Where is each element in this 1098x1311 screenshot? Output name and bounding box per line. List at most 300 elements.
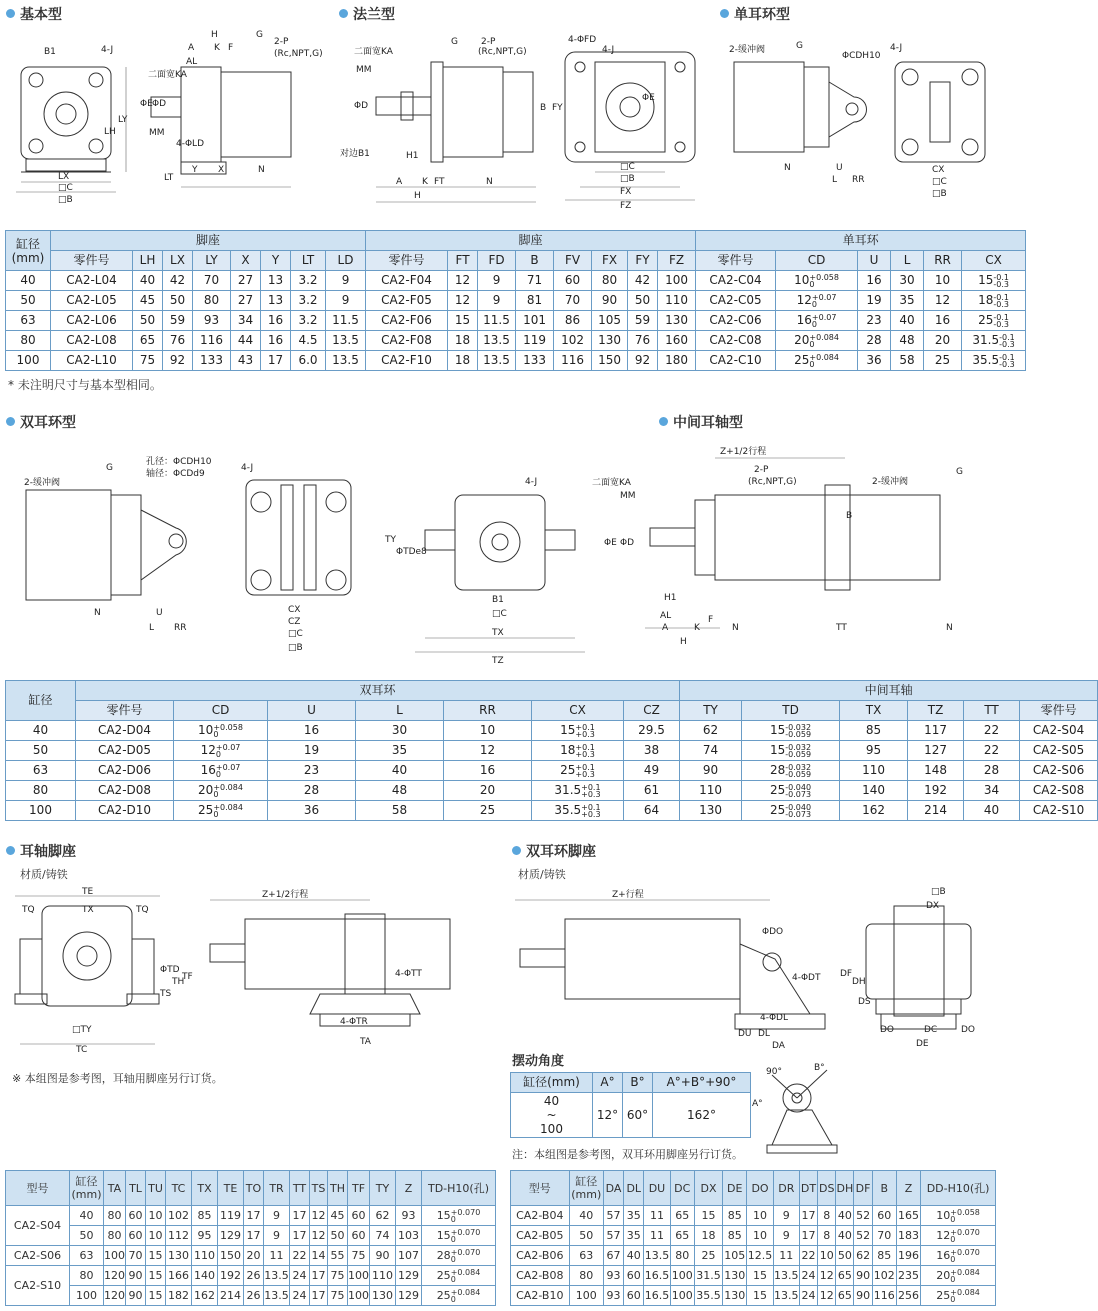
table-cell: 256 [896,1286,920,1306]
cx-cell [962,351,1026,371]
col-header: TY [370,1171,396,1206]
table-cell: 90 [126,1286,146,1306]
table-cell: 148 [908,761,964,781]
table-cell: 150 [592,351,628,371]
table-cell: 85 [723,1226,747,1246]
tolerance-lower: +0.3 [575,769,595,779]
bore-cell: 63 [6,761,76,781]
table-cell: 16.5 [644,1266,670,1286]
group-header-single: 单耳环 [696,231,1026,251]
dim-label: RR [852,175,865,185]
table-row [511,1246,996,1266]
table-cell: 13.5 [264,1266,290,1286]
table-cell: 93 [396,1206,422,1226]
nominal-value: 25 [770,803,786,817]
dim-label: □TY [72,1025,92,1035]
col-header: TE [218,1171,244,1206]
table-cell: 13.5 [773,1286,799,1306]
table-cell: 214 [908,801,964,821]
table-cell: 13.5 [478,331,516,351]
dim-label: B [540,103,547,113]
cx-cell [532,741,624,761]
table-cell: 34 [231,311,261,331]
dim-label: TQ [22,905,35,915]
table-cell: 165 [896,1206,920,1226]
tolerance-upper: -0.040 [785,802,812,812]
table-row [6,721,1098,741]
table-cell: CA2-F05 [366,291,448,311]
tolerance-upper: +0.084 [809,332,839,342]
dim-label: 4-J [101,45,114,55]
table-cell: 12 [448,291,478,311]
table-cell: 105 [723,1246,747,1266]
tolerance [451,1289,481,1303]
model-cell: CA2-B08 [511,1266,570,1286]
col-header: LD [326,251,366,271]
col-header: RR [924,251,962,271]
col-header: DU [644,1171,670,1206]
table-row [6,1226,496,1246]
dim-label: TY [385,535,396,545]
table-cell: 45 [133,291,163,311]
table-cell: 60 [348,1226,370,1246]
tolerance [785,764,811,778]
bullet-icon [512,846,521,855]
table-cell: 90 [854,1286,872,1306]
tolerance-lower: 0 [213,809,219,819]
table-cell: 11 [644,1206,670,1226]
dim-label: AL [660,611,672,621]
col-header: TD [742,701,840,721]
table-cell: 76 [628,331,658,351]
td-cell [422,1206,496,1226]
dim-label: 4-J [241,463,254,473]
bore-cell: 100 [6,801,76,821]
dim-label: ΦE [140,99,153,109]
tolerance [216,744,241,758]
table-cell: 52 [854,1206,872,1226]
section-title-basic [6,4,62,24]
table-cell: 9 [264,1226,290,1246]
table-cell: 107 [396,1246,422,1266]
table-cell: 64 [624,801,680,821]
tolerance-upper: +0.084 [809,352,839,362]
bore-cell: 40 [569,1206,603,1226]
table-cell: 9 [773,1206,799,1226]
dim-label: LY [118,115,128,125]
dim-label: G [106,463,113,473]
table-cell: 23 [268,761,356,781]
table-cell: 35.5 [694,1286,722,1306]
tolerance-upper: +0.1 [581,802,601,812]
table-cell: 12 [444,741,532,761]
table-cell: CA2-L04 [51,271,133,291]
drawing-swing [752,1060,852,1160]
tolerance [812,294,837,308]
dim-label: TF [182,972,193,982]
col-header: LX [163,251,193,271]
nominal-value: 16 [936,1249,951,1262]
drawing-trunnion-front [380,470,600,665]
bore-cell: 40 [6,271,51,291]
table-cell: 80 [592,271,628,291]
nominal-value: 25 [436,1269,451,1282]
table-row [6,331,1026,351]
table-cell: 196 [896,1246,920,1266]
dim-label: 2-P [481,37,496,47]
table-cell: 35 [624,1226,644,1246]
tolerance-lower: -0.3 [999,359,1015,369]
table-cell: 100 [104,1246,126,1266]
group-header-foot: 脚座 [51,231,366,251]
tolerance-upper: +0.084 [450,1268,481,1277]
dim-label: 2-P [274,37,289,47]
table-cell: 35 [356,741,444,761]
dim-label: 4-J [890,43,903,53]
table-cell: 65 [836,1286,854,1306]
table-cell: 40 [133,271,163,291]
table-cell: 60 [872,1206,896,1226]
tolerance-lower: -0.3 [993,319,1010,329]
table-cell: 48 [356,781,444,801]
model-cell: CA2-B06 [511,1246,570,1266]
section-title-text: 双耳环脚座 [526,844,596,860]
dim-label: FY [552,103,563,113]
td-cell [742,741,840,761]
table-row [511,1206,996,1226]
section-title-double-clevis [6,412,76,432]
table-cell: 40 [891,311,924,331]
tolerance-lower: 0 [950,1235,956,1244]
bore-cell: 80 [70,1266,104,1286]
bore-cell: 50 [569,1226,603,1246]
tolerance-lower: 0 [950,1215,956,1224]
tolerance-upper: -0.032 [785,762,812,772]
table-cell: 59 [628,311,658,331]
table-cell: 214 [218,1286,244,1306]
td-cell [422,1226,496,1246]
table-cell: 80 [104,1226,126,1246]
table-cell: 102 [166,1206,192,1226]
col-header: TO [244,1171,264,1206]
table-cell: 20 [924,331,962,351]
table-cell: 102 [554,331,592,351]
table-cell: 85 [723,1206,747,1226]
nominal-value: 35.5 [554,803,582,817]
table-cell: CA2-F04 [366,271,448,291]
swing-col-bore: 缸径(mm) [511,1073,593,1093]
col-header: TX [192,1171,218,1206]
nominal-value: 12 [796,293,812,307]
col-header: 零件号 [366,251,448,271]
nominal-value: 20 [198,783,214,797]
tolerance-upper: +0.1 [581,782,601,792]
section-title-text: 单耳环型 [734,7,790,23]
table-cell: 16 [261,311,291,331]
dim-label: 4-ΦTR [340,1017,368,1027]
col-header: TF [348,1171,370,1206]
table-cell: 65 [836,1266,854,1286]
table-cell: 34 [964,781,1020,801]
dim-label: 90° [766,1067,782,1077]
table-row [6,741,1098,761]
tolerance-lower: 0 [950,1275,956,1284]
tolerance [993,274,1009,288]
table-cell: 130 [592,331,628,351]
table-cell: 13.5 [326,331,366,351]
table-cell: 3.2 [291,271,326,291]
table-cell: 22 [964,721,1020,741]
table-header-row [6,231,1026,251]
dim-label: A° [752,1099,763,1109]
nominal-value: 15 [560,723,576,737]
tolerance [581,804,600,818]
col-header: FY [628,251,658,271]
table-cell: 15 [146,1286,166,1306]
col-header: 缸径(mm) [70,1171,104,1206]
table-cell: 140 [192,1266,218,1286]
col-header: LT [291,251,326,271]
dim-label: □B [931,887,946,897]
col-header: B [516,251,554,271]
dim-label: 4-ΦTT [395,969,422,979]
table-cell: 81 [516,291,554,311]
table-cell: 24 [290,1266,310,1286]
table-cell: 12.5 [747,1246,773,1266]
table-cell: 110 [840,761,908,781]
dim-label: TT [836,623,847,633]
swing-b-value: 60° [623,1093,653,1138]
col-header: TU [146,1171,166,1206]
table-row [6,1286,496,1306]
table-cell: 110 [192,1246,218,1266]
tolerance [213,724,243,738]
dim-label: (Rc,NPT,G) [478,47,527,57]
dim-label: □B [932,189,947,199]
tolerance-upper: +0.07 [811,312,837,322]
tolerance-upper: +0.07 [215,742,241,752]
table-cell: 42 [163,271,193,291]
bore-cell: 50 [70,1226,104,1246]
table-cell: 12 [310,1206,328,1226]
tolerance-lower: -0.059 [785,729,812,739]
tolerance-lower: -0.3 [993,279,1010,289]
table-cell: 60 [554,271,592,291]
nominal-value: 25 [560,763,576,777]
table-cell: 162 [192,1286,218,1306]
bore-cell: 50 [6,291,51,311]
table-cell: 130 [166,1246,192,1266]
col-header: 零件号 [51,251,133,271]
tolerance-upper: +0.058 [213,722,243,732]
tolerance-upper: +0.1 [575,762,595,772]
dim-label: F [708,615,714,625]
drawing-double-side [6,440,236,640]
dim-label: B [846,511,853,521]
table-cell: 93 [603,1286,623,1306]
table-cell: 75 [328,1266,348,1286]
tolerance [451,1209,481,1223]
tolerance-upper: -0.032 [785,722,812,732]
dim-label: □B [58,195,73,205]
cx-cell [532,801,624,821]
table-cell: 17 [310,1286,328,1306]
bore-cell: 63 [569,1246,603,1266]
dim-label: □B [288,643,303,653]
table-cell: 38 [624,741,680,761]
table-cell: 57 [603,1206,623,1226]
table-cell: CA2-L08 [51,331,133,351]
table-cell: 62 [370,1206,396,1226]
tolerance [950,1289,980,1303]
table-cell: 23 [858,311,891,331]
swing-bore-cell [511,1093,593,1138]
table-cell: 57 [603,1226,623,1246]
bore-header [6,231,51,271]
table-cell: 65 [670,1226,694,1246]
dim-label: ΦD [620,538,635,548]
table-cell: 36 [858,351,891,371]
table-cell: 90 [592,291,628,311]
table-cell: 55 [328,1246,348,1266]
tolerance [451,1229,481,1243]
tolerance [785,724,811,738]
table-cell: 9 [773,1226,799,1246]
tolerance [575,724,594,738]
table-cell: 25 [444,801,532,821]
td-cell [742,761,840,781]
bore-cell: 80 [569,1266,603,1286]
tolerance [993,314,1009,328]
nominal-value: 15 [770,723,786,737]
bullet-icon [720,9,729,18]
model-cell: CA2-B05 [511,1226,570,1246]
dim-label: ΦTD [160,965,180,975]
nominal-value: 15 [436,1209,451,1222]
col-header: DX [694,1171,722,1206]
col-header: Y [261,251,291,271]
tolerance-upper: -0.1 [993,292,1010,302]
bore-cell: 80 [6,781,76,801]
table-cell: 9 [264,1206,290,1226]
table-cell: 10 [146,1226,166,1246]
table-cell: 117 [908,721,964,741]
tolerance-lower: 0 [215,749,221,759]
table-header-row [6,1171,496,1206]
col-header: L [891,251,924,271]
tolerance-upper: +0.084 [213,782,243,792]
col-header: X [231,251,261,271]
table-cell: 80 [670,1246,694,1266]
cd-cell [174,741,268,761]
dim-label: N [784,163,791,173]
table-cell: 65 [133,331,163,351]
dim-label: N [732,623,739,633]
table-cell: 192 [908,781,964,801]
section-title-text: 耳轴脚座 [20,844,76,860]
table-row [6,351,1026,371]
table-cell: 31.5 [694,1266,722,1286]
table-cell: 40 [836,1226,854,1246]
nominal-value: 12 [936,1229,951,1242]
spec-table-4 [510,1170,996,1306]
table-row [6,271,1026,291]
cd-cell [776,311,858,331]
dim-label: DH [852,977,866,987]
col-header: 缸径(mm) [569,1171,603,1206]
dim-label: CX [932,165,945,175]
table-cell: 18 [448,331,478,351]
table-cell: 3.2 [291,291,326,311]
swing-a-value: 12° [593,1093,623,1138]
table-cell: 119 [218,1206,244,1226]
dim-label: TC [76,1045,88,1055]
dim-label: K [214,43,220,53]
bore-label: 缸径 [15,236,40,251]
table-cell: 9 [478,291,516,311]
dim-label: ΦDO [762,927,784,937]
table-cell: 10 [146,1206,166,1226]
dim-label: G [956,467,963,477]
table-cell: 43 [231,351,261,371]
model-cell: CA2-S04 [6,1206,70,1246]
table-cell: 116 [554,351,592,371]
spec-table-2 [5,680,1098,821]
cd-cell [174,781,268,801]
tolerance-upper: +0.070 [950,1248,980,1257]
td-cell [742,781,840,801]
table-cell: 50 [328,1226,348,1246]
table-cell: 28 [858,331,891,351]
td-cell [422,1246,496,1266]
tolerance-upper: +0.070 [450,1228,481,1237]
cd-cell [174,801,268,821]
table-cell: 20 [244,1246,264,1266]
tolerance-lower: -0.059 [785,769,812,779]
tolerance-upper: -0.1 [999,332,1015,342]
dim-label: 4-ΦDL [760,1013,789,1023]
section-title-text: 法兰型 [353,7,395,23]
table-cell: 16.5 [644,1286,670,1306]
col-header: LH [133,251,163,271]
nominal-value: 20 [936,1269,951,1282]
table-cell: 10 [924,271,962,291]
cx-cell [532,781,624,801]
dim-label: 孔径：ΦCDH10 [146,457,212,467]
bore-cell: 63 [6,311,51,331]
bullet-icon [6,9,15,18]
table-cell: 28 [964,761,1020,781]
table-cell: 9 [326,271,366,291]
dim-label: DC [924,1025,938,1035]
table-cell: 162 [840,801,908,821]
table-cell: 26 [244,1286,264,1306]
tolerance [950,1249,980,1263]
tolerance [950,1209,980,1223]
table-row [6,291,1026,311]
dim-label: RR [174,623,187,633]
table-cell: 11.5 [326,311,366,331]
tolerance-lower: 0 [450,1295,456,1304]
table-cell: 8 [818,1226,836,1246]
table-cell: 16 [261,331,291,351]
cx-cell [962,311,1026,331]
table-cell: 12 [818,1286,836,1306]
nominal-value: 16 [200,763,216,777]
part-number-cell: CA2-C05 [696,291,776,311]
table-cell: 11 [644,1226,670,1246]
bullet-icon [659,417,668,426]
